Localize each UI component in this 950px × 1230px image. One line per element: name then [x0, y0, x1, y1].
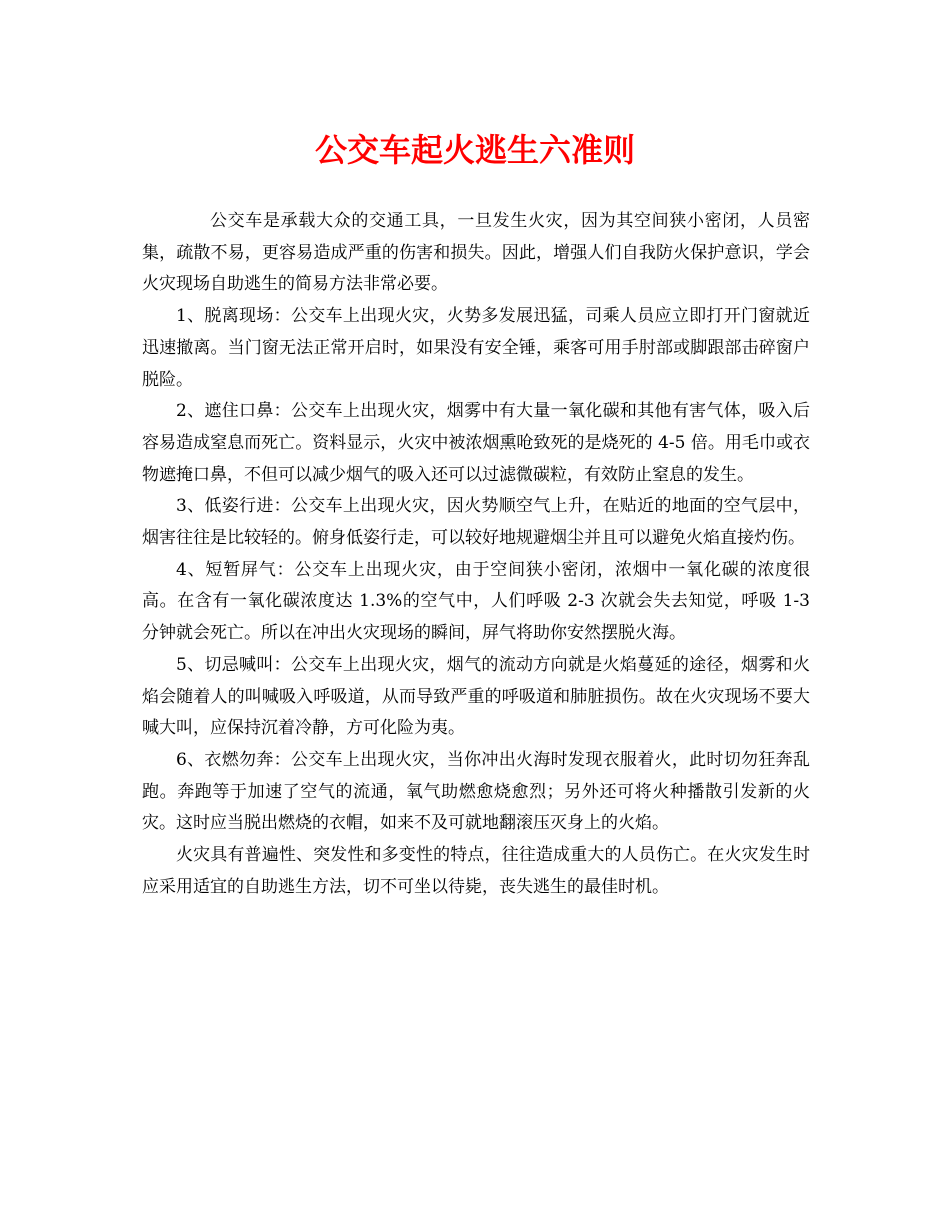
- rule-paragraph-6: 6、衣燃勿奔：公交车上出现火灾，当你冲出火海时发现衣服着火，此时切勿狂奔乱跑。奔跑等于加速了空气的流通，氧气助燃愈烧愈烈；另外还可将火种播散引发新的火灾。这时应当脱出燃烧的衣帽，如来不及可就地翻滚压灭身上的火焰。: [142, 749, 810, 834]
- conclusion-paragraph: 火灾具有普遍性、突发性和多变性的特点，往往造成重大的人员伤亡。在火灾发生时应采用适宜的自助逃生方法，切不可坐以待毙，丧失逃生的最佳时机。: [142, 845, 810, 897]
- document-title: 公交车起火逃生六准则: [314, 131, 635, 169]
- rule-paragraph-2: 2、遮住口鼻：公交车上出现火灾，烟雾中有大量一氧化碳和其他有害气体，吸入后容易造成窒息而死亡。资料显示，火灾中被浓烟熏呛致死的是烧死的 4-5 倍。用毛巾或衣物遮掩口鼻，不但可以减少烟气的吸入还可以过滤微碳粒，有效防止窒息的发生。: [142, 401, 810, 485]
- rule-paragraph-5: 5、切忌喊叫：公交车上出现火灾，烟气的流动方向就是火焰蔓延的途径，烟雾和火焰会随着人的叫喊吸入呼吸道，从而导致严重的呼吸道和肺脏损伤。故在火灾现场不要大喊大叫，应保持沉着冷静，方可化险为夷。: [142, 654, 810, 739]
- rule-paragraph-4: 4、短暂屏气：公交车上出现火灾，由于空间狭小密闭，浓烟中一氧化碳的浓度很高。在含有一氧化碳浓度达 1.3%的空气中，人们呼吸 2-3 次就会失去知觉，呼吸 1-3 分钟就会死亡。所以在冲出火灾现场的瞬间，屏气将助你安然摆脱火海。: [142, 559, 810, 644]
- rule-paragraph-3: 3、低姿行进：公交车上出现火灾，因火势顺空气上升，在贴近的地面的空气层中，烟害往往是比较轻的。俯身低姿行走，可以较好地规避烟尘并且可以避免火焰直接灼伤。: [142, 496, 810, 549]
- rule-paragraph-1: 1、脱离现场：公交车上出现火灾，火势多发展迅猛，司乘人员应立即打开门窗就近迅速撤离。当门窗无法正常开启时，如果没有安全锤，乘客可用手肘部或脚跟部击碎窗户脱险。: [142, 306, 810, 390]
- intro-paragraph: 公交车是承载大众的交通工具，一旦发生火灾，因为其空间狭小密闭，人员密集，疏散不易，更容易造成严重的伤害和损失。因此，增强人们自我防火保护意识，学会火灾现场自助逃生的简易方法非常必要。: [142, 211, 810, 295]
- document-body: [142, 206, 810, 903]
